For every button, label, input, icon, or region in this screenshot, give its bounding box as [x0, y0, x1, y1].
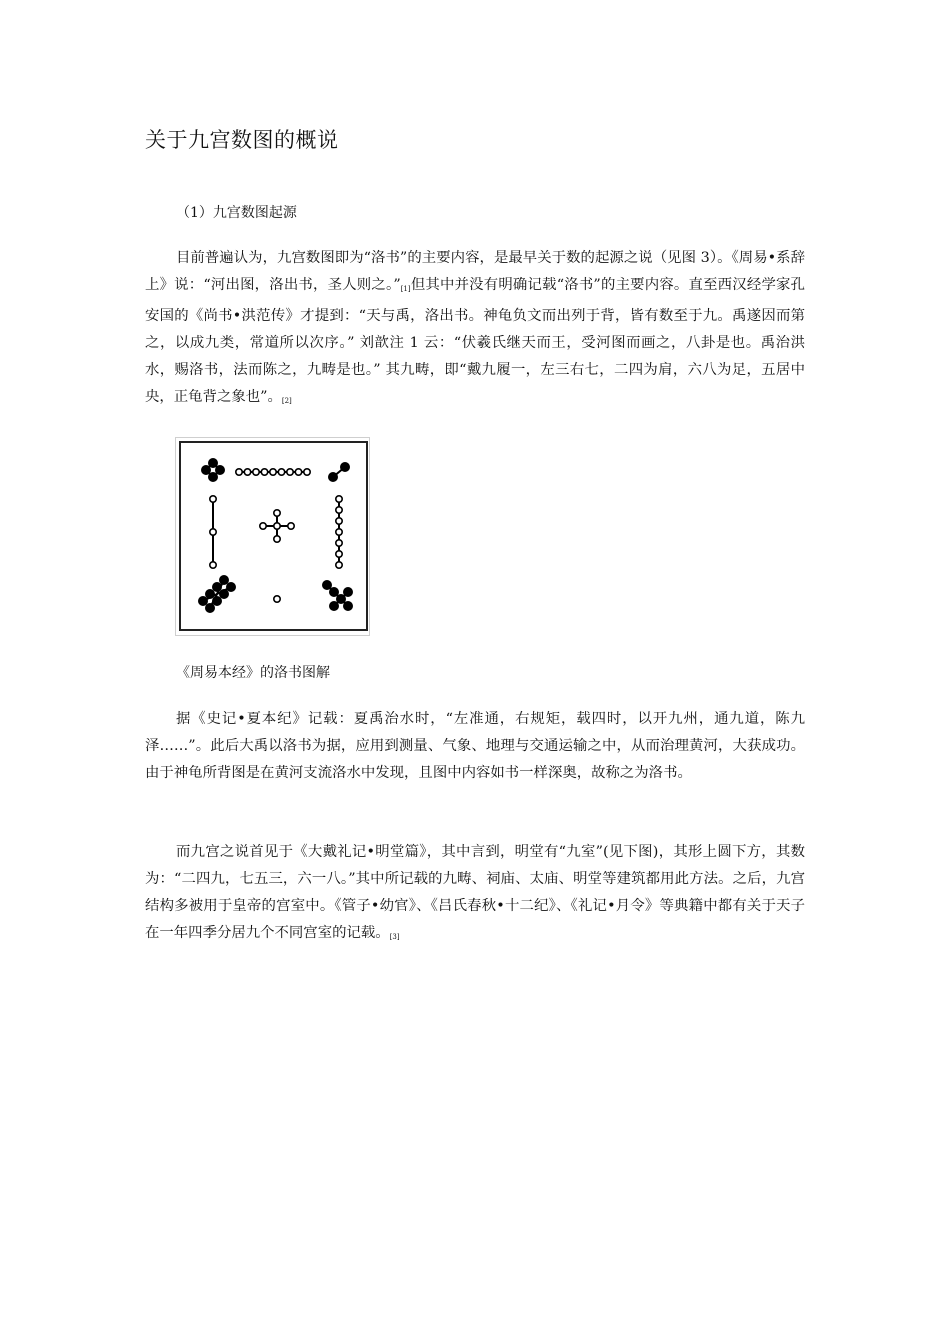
dark-dot: [329, 473, 337, 481]
dark-dot: [220, 590, 228, 598]
paragraph-text: 但其中并没有明确记载“洛书”的主要内容。直至西汉经学家孔安国的《尚书•洪范传》才提到：“天与禹，洛出书。神龟负文而出列于背，皆有数至于九。禹遂因而第之，以成九类，常道所以次序。” 刘歆注 1 云：“伏羲氏继天而王，受河图而画之，八卦是也。禹治洪水，赐洛书，法而陈之，九畴是也。” 其九畴，即“戴九履一，左三右七，二四为肩，六八为足，五居中央，正龟背之象也”。: [145, 277, 806, 405]
light-dot: [210, 562, 216, 568]
light-dot: [274, 536, 280, 542]
dark-dot: [330, 602, 338, 610]
dark-dot: [323, 581, 331, 589]
luoshu-diagram: [181, 443, 366, 629]
light-dot: [278, 469, 284, 475]
light-dot: [336, 507, 342, 513]
dark-dot: [206, 590, 214, 598]
dark-dot: [344, 588, 352, 596]
light-dot: [336, 551, 342, 557]
light-dot: [336, 496, 342, 502]
light-dot: [274, 510, 280, 516]
dark-dot: [202, 466, 210, 474]
light-dot: [210, 496, 216, 502]
citation-ref[interactable]: [3]: [389, 933, 400, 941]
dark-dot: [330, 588, 338, 596]
luoshu-frame: [179, 441, 368, 631]
light-dot: [274, 523, 280, 529]
light-dot: [295, 469, 301, 475]
light-dot: [336, 529, 342, 535]
section-heading: （1）九宫数图起源: [176, 205, 297, 221]
dark-dot: [199, 597, 207, 605]
light-dot: [270, 469, 276, 475]
light-dot: [336, 518, 342, 524]
light-dot: [287, 469, 293, 475]
dark-dot: [206, 604, 214, 612]
paragraph-nine-palaces: [145, 839, 805, 951]
dark-dot: [213, 597, 221, 605]
paragraph-text: 而九宫之说首见于《大戴礼记•明堂篇》，其中言到，明堂有“九室”(见下图)，其形上圆下方，其数为：“二四九，七五三，六一八。”其中所记载的九畴、祠庙、太庙、明堂等建筑都用此方法。之后，九宫结构多被用于皇帝的宫室中。《管子•幼官》、《吕氏春秋•十二纪》、《礼记•月令》等典籍中都有关于天子在一年四季分居九个不同宫室的记载。: [145, 844, 805, 941]
light-dot: [261, 469, 267, 475]
light-dot: [336, 562, 342, 568]
light-dot: [253, 469, 259, 475]
paragraph-history: 据《史记•夏本纪》记载：夏禹治水时，“左准通，右规矩，载四时，以开九州，通九道，陈九泽……”。此后大禹以洛书为据，应用到测量、气象、地理与交通运输之中，从而治理黄河，大获成功。由于神龟所背图是在黄河支流洛水中发现，且图中内容如书一样深奥，故称之为洛书。: [145, 711, 805, 781]
paragraph-text: 目前普遍认为，九宫数图即为“洛书”的主要内容，是最早关于数的起源之说（见图 3）。《周易•系辞上》说：“河出图，洛出书，圣人则之。”: [145, 250, 805, 293]
light-dot: [260, 523, 266, 529]
light-dot: [304, 469, 310, 475]
dark-dot: [227, 583, 235, 591]
dark-dot: [220, 576, 228, 584]
figure-caption: 《周易本经》的洛书图解: [176, 665, 330, 681]
light-dot: [236, 469, 242, 475]
paragraph-origin: [145, 245, 805, 415]
light-dot: [288, 523, 294, 529]
light-dot: [244, 469, 250, 475]
dark-dot: [337, 595, 345, 603]
citation-ref[interactable]: [2]: [281, 397, 292, 405]
light-dot: [274, 596, 280, 602]
page-title: 关于九宫数图的概说: [145, 128, 339, 152]
dark-dot: [216, 466, 224, 474]
dark-dot: [209, 473, 217, 481]
dark-dot: [341, 463, 349, 471]
light-dot: [336, 540, 342, 546]
dark-dot: [213, 583, 221, 591]
luoshu-figure: [175, 437, 370, 636]
dark-dot: [209, 459, 217, 467]
citation-ref[interactable]: [1]: [400, 285, 411, 293]
light-dot: [210, 529, 216, 535]
dark-dot: [344, 602, 352, 610]
